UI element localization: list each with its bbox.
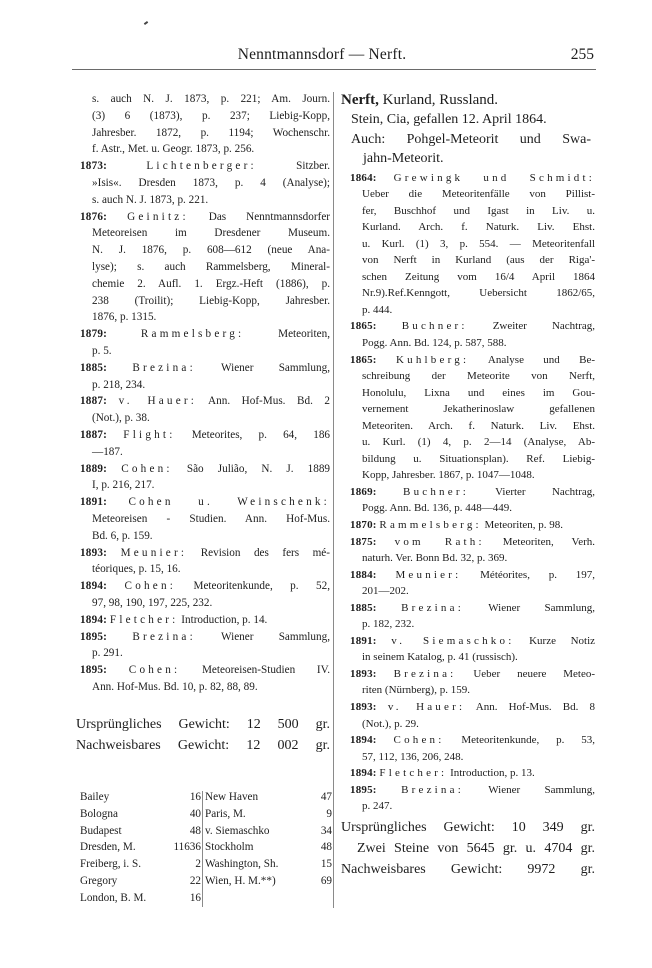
entry-continuation-line: téoriques, p. 15, 16.	[92, 563, 181, 576]
locations-divider	[202, 791, 203, 907]
bibliography-entry	[80, 393, 330, 427]
location-quantity: 9	[326, 807, 332, 820]
running-head-title: Nenntmannsdorf — Nerft.	[237, 46, 407, 63]
entry-first-line	[350, 782, 595, 799]
entry-year: 1891:	[80, 496, 108, 509]
entry-continuation-line: Nr.9).Ref.Kenngott, Uebersicht 1862/65,	[362, 287, 595, 300]
entry-first-line	[350, 765, 595, 782]
entry-year: 1873:	[80, 160, 108, 173]
location-name: Budapest	[80, 824, 122, 837]
entry-year: 1876:	[80, 210, 108, 223]
entry-continuation-line: Meteoriten. Arch. f. Naturk. Liv. Ehst.	[362, 419, 595, 432]
entry-first-line	[350, 484, 595, 501]
entry-author: v. Hauer:	[387, 701, 466, 713]
original-weight: Ursprüngliches Gewicht: 10 349 gr.	[341, 819, 595, 835]
entry-text: Introduction, p. 14.	[181, 613, 268, 626]
left-column	[76, 91, 331, 756]
entry-text: Analyse und Be-	[487, 353, 595, 366]
entry-first-line	[80, 360, 330, 377]
location-row	[80, 873, 201, 890]
entry-author: Rammelsberg:	[140, 328, 245, 341]
location-name: Washington, Sh.	[205, 858, 279, 871]
entry-author: Brezina:	[132, 361, 196, 374]
entry-author: Kuhlberg:	[396, 353, 470, 366]
entry-author: Rammelsberg:	[379, 518, 482, 531]
entry-year: 1875:	[350, 535, 377, 548]
entry-year: 1889:	[80, 462, 108, 475]
entry-continuation-line: p. 247.	[362, 800, 393, 813]
entry-author: vom Rath:	[394, 535, 485, 548]
entry-first-line	[350, 732, 595, 749]
entry-year: 1895:	[350, 783, 377, 796]
location-text: Kurland, Russland.	[378, 92, 499, 108]
entry-year: 1885:	[80, 361, 108, 374]
entry-continuation-line: p. 5.	[92, 344, 112, 357]
entry-text: Zweiter Nachtrag,	[492, 320, 595, 333]
bibliography-entry	[350, 633, 595, 666]
location-name: Stockholm	[205, 841, 254, 854]
entry-first-line	[80, 393, 330, 410]
entry-year: 1870:	[350, 518, 377, 531]
entry-text: Sitzber.	[296, 160, 330, 173]
entry-year: 1894:	[350, 767, 377, 780]
entry-year: 1893:	[350, 667, 377, 680]
entry-text: Meteoriten, p. 98.	[484, 518, 564, 531]
location-quantity: 11636	[173, 841, 201, 854]
entry-text: Vierter Nachtrag,	[495, 485, 596, 498]
entry-year: 1865:	[350, 353, 377, 366]
entry-continuation-line: Meteoreisen - Studien. Ann. Hof-Mus.	[92, 512, 330, 525]
entry-author: Meunier:	[395, 568, 462, 581]
entry-author: Meunier:	[120, 546, 188, 559]
location-quantity: 48	[320, 841, 332, 854]
entry-continuation-line: 238 (Troilit); Liebig-Kopp, Jahresber.	[92, 294, 330, 307]
entry-author: Cohen:	[128, 664, 181, 677]
entry-author: Cohen:	[393, 734, 445, 747]
entry-year: 1869:	[350, 485, 377, 498]
bibliography-entry	[350, 782, 595, 815]
location-name: Bailey	[80, 791, 110, 803]
entry-text: Meteoriten,	[278, 328, 331, 341]
location-quantity: 22	[189, 874, 201, 887]
bibliography-entry	[350, 534, 595, 567]
entry-text: Meteoritenkunde, p. 53,	[461, 734, 595, 747]
verified-weight: Nachweisbares Gewicht: 12 002 gr.	[76, 737, 330, 753]
meteorite-name: Nerft,	[341, 92, 379, 108]
location-name: Gregory	[80, 874, 118, 887]
entry-author: Brezina:	[401, 601, 464, 614]
entry-first-line	[350, 666, 595, 683]
entry-text: São Julião, N. J. 1889	[186, 462, 330, 475]
bibliography-entry	[80, 629, 330, 663]
alias-line-1: Auch: Pohgel-Meteorit und Swa-	[351, 131, 591, 147]
entry-author: Brezina:	[393, 667, 457, 680]
entry-continuation-line: Kurland. Arch. f. Naturk. Liv. Ehst.	[362, 221, 595, 234]
entry-year: 1864:	[350, 171, 377, 184]
bibliography-entry	[350, 765, 595, 782]
bibliography-entry	[350, 517, 595, 534]
location-name: London, B. M.	[80, 891, 147, 904]
entry-author: Buchner:	[401, 320, 468, 333]
entry-continuation-line: Kopp, Jahresber. 1867, p. 1047—1048.	[362, 469, 535, 482]
bibliography-entry	[350, 484, 595, 517]
bibliography-entry	[80, 326, 330, 360]
entry-continuation-line: bildung u. Situationsplan). Ref. Liebig-	[362, 452, 595, 465]
entry-text: Ann. Hof-Mus. Bd. 2	[208, 395, 331, 408]
bibliography-entry	[350, 352, 595, 484]
bibliography-entry	[80, 209, 330, 327]
location-name: New Haven	[205, 791, 259, 803]
entry-continuation-line: schreibung der Meteorite von Nerft,	[362, 370, 595, 383]
entry-first-line	[80, 494, 330, 511]
entry-continuation-line: Ueber die Meteoritenfälle von Pillist-	[362, 188, 595, 201]
entry-continuation-line: fer, Buschhof und Igast in Liv. u.	[362, 204, 595, 217]
location-quantity: 16	[189, 891, 201, 904]
location-row	[205, 856, 332, 873]
location-name: Paris, M.	[205, 807, 246, 820]
entry-first-line	[350, 170, 595, 187]
entry-text: Météorites, p. 197,	[480, 568, 596, 581]
entry-author: Brezina:	[132, 630, 196, 643]
entry-author: Cohen:	[124, 580, 177, 593]
location-row	[205, 789, 332, 806]
entry-continuation-line: naturh. Ver. Bonn Bd. 32, p. 369.	[362, 552, 508, 565]
entry-continuation-line: p. 182, 232.	[362, 618, 415, 631]
weights-block	[76, 714, 330, 756]
entry-author: Flight:	[123, 428, 176, 441]
entry-first-line	[350, 534, 595, 551]
entry-first-line	[80, 578, 330, 595]
entry-continuation-line: p. 218, 234.	[92, 378, 146, 391]
entry-year: 1865:	[350, 320, 377, 333]
entry-continuation-line: p. 444.	[362, 303, 393, 316]
alias-line-2: jahn-Meteorit.	[363, 151, 444, 166]
location-name: v. Siemaschko	[205, 824, 270, 837]
entry-first-line	[350, 517, 595, 534]
entry-continuation-line: 57, 112, 136, 206, 248.	[362, 750, 464, 763]
entry-continuation-line: Meteoreisen im Dresdener Museum.	[92, 227, 330, 240]
location-name: Bologna	[80, 807, 118, 820]
entry-continuation-line: Pogg. Ann. Bd. 124, p. 587, 588.	[362, 336, 507, 349]
location-row	[205, 839, 332, 856]
original-weight: Ursprüngliches Gewicht: 12 500 gr.	[76, 716, 330, 732]
entry-year: 1894:	[80, 580, 108, 593]
entry-year: 1893:	[350, 701, 377, 713]
page-number: 255	[570, 46, 594, 63]
location-name: Freiberg, i. S.	[80, 858, 142, 871]
bibliography-entry	[80, 494, 330, 544]
entry-year: 1895:	[80, 630, 108, 643]
entry-continuation-line: Jahresber. 1872, p. 1194; Wochenschr.	[92, 126, 330, 139]
column-divider	[333, 92, 334, 908]
entry-author: v. Siemaschko:	[391, 634, 515, 647]
entry-continuation-line: N. J. 1876, p. 608—612 (neue Ana-	[92, 244, 330, 257]
entry-continuation-line: I, p. 216, 217.	[92, 479, 155, 492]
entry-continuation-line: Pogg. Ann. Bd. 136, p. 448—449.	[362, 502, 513, 515]
entry-text: Wiener Sammlung,	[488, 783, 595, 796]
location-row	[205, 823, 332, 840]
stone-weights: Zwei Steine von 5645 gr. u. 4704 gr.	[357, 840, 595, 856]
bibliography-entry	[80, 578, 330, 612]
location-row	[80, 856, 201, 873]
entry-text: Introduction, p. 13.	[450, 767, 535, 780]
entry-first-line	[350, 318, 595, 335]
right-column	[341, 91, 599, 880]
location-quantity: 48	[189, 824, 201, 837]
entry-continuation-line: von Nerft in Kurland (aus der Riga'-	[362, 254, 595, 267]
entry-author: Grewingk und Schmidt:	[393, 171, 595, 184]
entry-text: Wiener Sammlung,	[220, 361, 330, 374]
entry-year: 1895:	[80, 664, 108, 677]
entry-continuation-line: 201—202.	[362, 585, 409, 598]
entry-continuation-line: schen Zeitung vom 16/4 April 1864	[362, 270, 595, 283]
entry-author: Fletcher:	[379, 767, 448, 780]
entry-first-line	[80, 629, 330, 646]
entry-continuation-line: 1876, p. 1315.	[92, 311, 157, 324]
entry-first-line	[80, 612, 330, 629]
entry-text: Ann. Hof-Mus. Bd. 8	[475, 701, 596, 713]
bibliography-entry	[350, 699, 595, 732]
entry-first-line	[80, 209, 330, 226]
entry-author: Brezina:	[401, 783, 464, 796]
entry-continuation-line: »Isis«. Dresden 1873, p. 4 (Analyse);	[92, 176, 330, 189]
bibliography-entry	[350, 318, 595, 351]
header-rule	[72, 69, 596, 70]
location-row	[205, 873, 332, 890]
bibliography-entry	[80, 360, 330, 394]
entry-author: Fletcher:	[109, 613, 179, 626]
entry-continuation-line: Ann. Hof-Mus. Bd. 10, p. 82, 88, 89.	[92, 680, 258, 693]
location-row	[80, 890, 201, 907]
entry-first-line	[350, 567, 595, 584]
entry-text: Meteoriten, Verh.	[502, 535, 595, 548]
entry-year: 1887:	[80, 428, 108, 441]
entry-author: Geinitz:	[127, 210, 189, 223]
entry-first-line	[350, 600, 595, 617]
entry-text: Meteoreisen-Studien IV.	[201, 664, 331, 677]
running-head	[72, 46, 596, 68]
entry-first-line	[80, 158, 330, 175]
entry-first-line	[350, 352, 595, 369]
verified-weight: Nachweisbares Gewicht: 9972 gr.	[341, 861, 595, 877]
location-name: Dresden, M.	[80, 841, 136, 854]
location-quantity: 34	[320, 824, 332, 837]
entry-year: 1887:	[80, 395, 108, 408]
location-quantity: 40	[189, 807, 201, 820]
bibliography-entry	[80, 461, 330, 495]
entry-text: Revision des fers mé-	[200, 546, 330, 559]
entry-text: Kurze Notiz	[529, 634, 596, 647]
entry-text: Das Nenntmannsdorfer	[208, 210, 331, 223]
bibliography-entry	[80, 427, 330, 461]
entry-first-line	[350, 633, 595, 650]
print-speck	[144, 21, 148, 25]
entry-first-line	[80, 662, 330, 679]
entry-first-line	[80, 427, 330, 444]
location-row	[80, 789, 201, 806]
entry-text: Meteoritenkunde, p. 52,	[193, 580, 330, 593]
location-quantity: 2	[195, 858, 201, 871]
entry-year: 1891:	[350, 634, 377, 647]
bibliography-entry	[80, 662, 330, 696]
bibliography-entry	[80, 612, 330, 629]
entry-author: Cohen:	[121, 462, 173, 475]
alias-line	[341, 130, 599, 150]
entry-continuation-line: riten (Nürnberg), p. 159.	[362, 684, 470, 697]
entry-heading	[341, 91, 599, 110]
entry-text: Ueber neuere Meteo-	[473, 667, 596, 680]
entry-text: Wiener Sammlung,	[488, 601, 595, 614]
entry-author: Buchner:	[403, 485, 469, 498]
entry-year: 1884:	[350, 568, 377, 581]
entry-year: 1885:	[350, 601, 377, 614]
entry-continuation-line: p. 291.	[92, 647, 123, 660]
bibliography-entry	[350, 170, 595, 319]
entry-continuation-line: lyse); s. auch Rammelsberg, Mineral-	[92, 260, 330, 273]
location-quantity: 16	[189, 791, 201, 803]
location-row	[80, 806, 201, 823]
entry-year: 1893:	[80, 546, 108, 559]
entry-author: Lichtenberger:	[146, 160, 257, 173]
entry-continuation-line: (Not.), p. 38.	[92, 412, 150, 425]
entry-continuation-line: f. Astr., Met. u. Geogr. 1873, p. 256.	[92, 143, 255, 156]
entry-continuation-line: (3) 6 (1873), p. 237; Liebig-Kopp,	[92, 109, 330, 122]
entry-year: 1894:	[80, 613, 108, 626]
weights-block	[341, 817, 599, 880]
bibliography-entry	[80, 158, 330, 208]
entry-author: Cohen u. Weinschenk:	[128, 496, 330, 509]
entry-continuation-line: Bd. 6, p. 159.	[92, 529, 153, 542]
entry-author: v. Hauer:	[118, 395, 198, 408]
entry-continuation-line: s. auch N. J. 1873, p. 221; Am. Journ.	[92, 93, 330, 105]
location-row	[80, 839, 201, 856]
location-quantity: 47	[320, 791, 332, 803]
entry-continuation-line: 97, 98, 190, 197, 225, 232.	[92, 596, 213, 609]
entry-continuation-line: u. Kurl. (1) 4, p. 2—14 (Analyse, Ab-	[362, 436, 595, 449]
location-row	[80, 823, 201, 840]
entry-text: Meteorites, p. 64, 186	[191, 428, 331, 441]
entry-continuation-line: (Not.), p. 29.	[362, 717, 419, 730]
location-row	[205, 806, 332, 823]
entry-continuation-line: u. Kurl. (1) 3, p. 554. — Meteoritenfall	[362, 237, 595, 250]
bibliography-entry	[350, 666, 595, 699]
location-quantity: 15	[320, 858, 332, 871]
entry-continuation-line: vernement Jekatherinoslaw gefallenen	[362, 403, 595, 416]
location-quantity: 69	[320, 874, 332, 887]
location-name: Wien, H. M.**)	[205, 874, 276, 887]
entry-first-line	[80, 461, 330, 478]
bibliography-entry	[350, 600, 595, 633]
entry-continuation-line: Honolulu, Lixna und eines im Gou-	[362, 386, 595, 399]
entry-year: 1894:	[350, 734, 377, 747]
right-entries	[341, 170, 599, 815]
entry-continuation-line: s. auch N. J. 1873, p. 221.	[92, 193, 209, 206]
entry-continuation-line: —187.	[92, 445, 123, 458]
entry-first-line	[350, 699, 595, 716]
fall-description: Stein, Cia, gefallen 12. April 1864.	[351, 112, 547, 127]
bibliography-entry	[350, 567, 595, 600]
entry-continuation-line: chemie 2. Aufl. 1. Ergz.-Heft (1886), p.	[92, 277, 330, 290]
entry-year: 1879:	[80, 328, 108, 341]
continued-entry	[80, 91, 330, 158]
entry-first-line	[80, 545, 330, 562]
entry-text: Wiener Sammlung,	[220, 630, 330, 643]
bibliography-entry	[350, 732, 595, 765]
locations-column-right	[205, 789, 332, 890]
bibliography-entry	[80, 545, 330, 579]
entry-continuation-line: in seinem Katalog, p. 41 (russisch).	[362, 651, 518, 664]
locations-column-left	[80, 789, 201, 907]
entry-first-line	[80, 326, 330, 343]
